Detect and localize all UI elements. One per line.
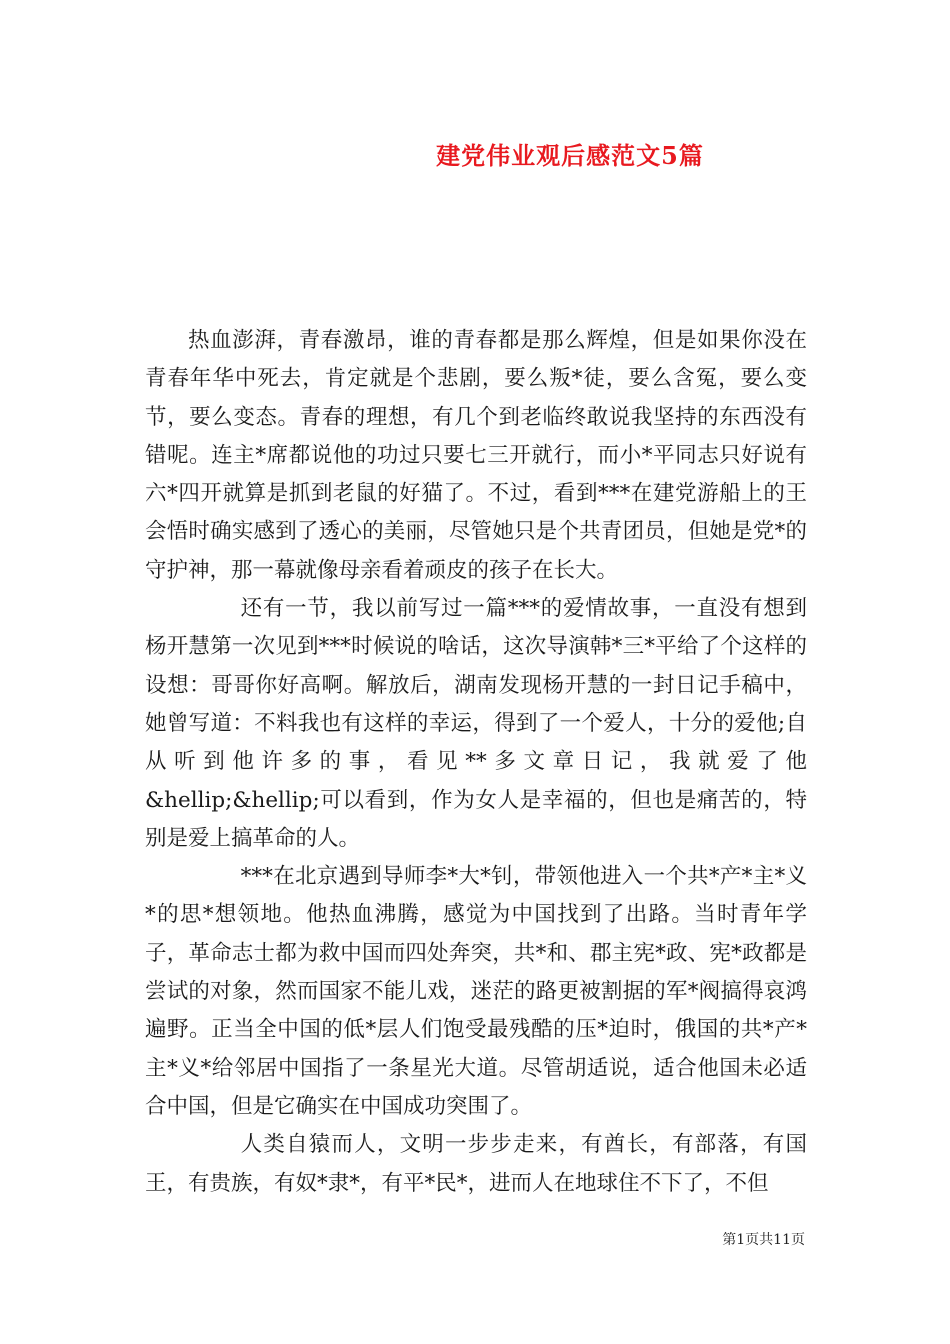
paragraph-4: 人类自猿而人，文明一步步走来，有酋长，有部落，有国王，有贵族，有奴*隶*，有平*民*，进而人在地球住不下了，不但 xyxy=(145,1132,807,1196)
paragraph-2: 还有一节，我以前写过一篇***的爱情故事，一直没有想到杨开慧第一次见到***时候说的啥话，这次导演韩*三*平给了个这样的设想：哥哥你好高啊。解放后，湖南发现杨开慧的一封日记手稿中，她曾写道：不料我也有这样的幸运，得到了一个爱人，十分的爱他;自从听到他许多的事，看见**多文章日记，我就爱了他&hellip;&hellip;可以看到，作为女人是幸福的，但也是痛苦的，特别是爱上搞革命的人。 xyxy=(145,596,807,851)
document-body xyxy=(145,322,807,1203)
paragraph-3: ***在北京遇到导师李*大*钊，带领他进入一个共*产*主*义*的思*想领地。他热血沸腾，感觉为中国找到了出路。当时青年学子，革命志士都为救中国而四处奔突，共*和、郡主宪*政、宪*政都是尝试的对象，然而国家不能儿戏，迷茫的路更被割据的军*阀搞得哀鸿遍野。正当全中国的低*层人们饱受最残酷的压*迫时，俄国的共*产*主*义*给邻居中国指了一条星光大道。尽管胡适说，适合他国未必适合中国，但是它确实在中国成功突围了。 xyxy=(145,864,807,1119)
document-title: 建党伟业观后感范文5篇 xyxy=(436,141,704,170)
page-number-footer: 第1页共11页 xyxy=(722,1232,805,1248)
paragraph-1: 热血澎湃，青春激昂，谁的青春都是那么辉煌，但是如果你没在青春年华中死去，肯定就是个悲剧，要么叛*徒，要么含冤，要么变节，要么变态。青春的理想，有几个到老临终敢说我坚持的东西没有错呢。连主*席都说他的功过只要七三开就行，而小*平同志只好说有六*四开就算是抓到老鼠的好猫了。不过，看到***在建党游船上的王会悟时确实感到了透心的美丽，尽管她只是个共青团员，但她是党*的守护神，那一幕就像母亲看着顽皮的孩子在长大。 xyxy=(145,328,807,583)
